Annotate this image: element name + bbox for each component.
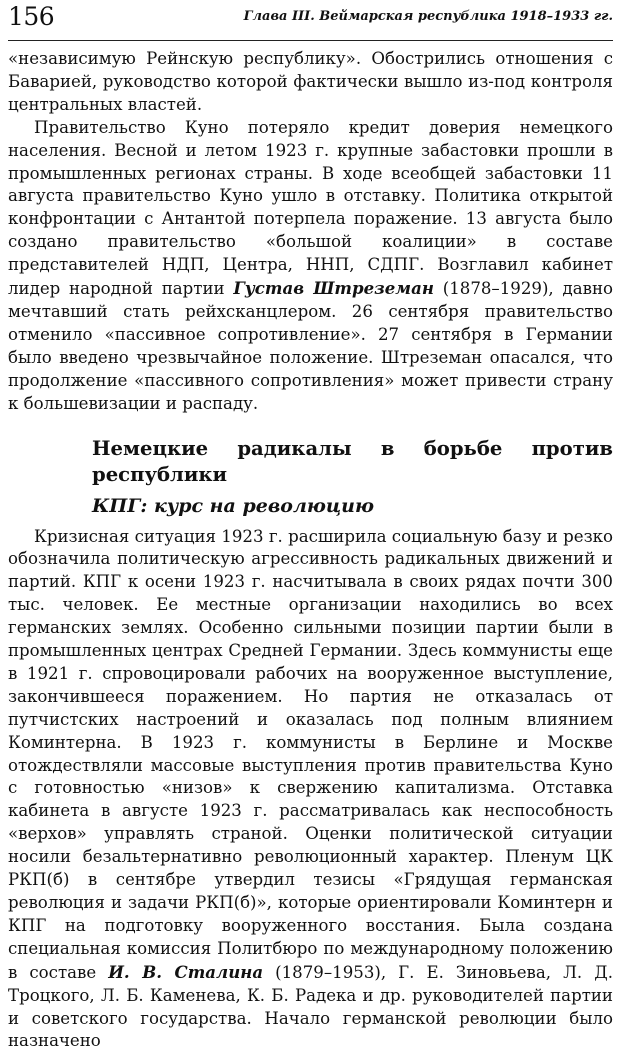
paragraph-cuno-government (8, 117, 613, 416)
paragraph-continued: «независимую Рейнскую республику». Обострились отношения с Баварией, руководство которой фактически вышло из-под контроля центральных властей. (8, 48, 613, 117)
page-header (8, 0, 613, 41)
paragraph-text: (1878–1929), давно мечтавший стать рейхсканцлером. 26 сентября правительство отменило «пассивное сопротивление». 27 сентября в Германии было введено чрезвычайное положение. Штреземан опасался, что продолжение «пассивного сопротивления» может привести страну к большевизации и распаду. (8, 279, 613, 413)
paragraph-crisis-1923 (8, 526, 613, 1053)
subsection-heading: КПГ: курс на революцию (8, 492, 613, 520)
paragraph-text: Кризисная ситуация 1923 г. расширила социальную базу и резко обозначила политическую агрессивность радикальных движений и партий. КПГ к осени 1923 г. насчитывала в своих рядах почти 300 тыс. человек. Ее местные организации находились во всех германских землях. Особенно сильными позиции партии были в промышленных центрах Средней Германии. Здесь коммунисты еще в 1921 г. спровоцировали рабочих на вооруженное выступление, закончившееся поражением. Но партия не отказалась от путчистских настроений и оказалась под полным влиянием Коминтерна. В 1923 г. коммунисты в Берлине и Москве отождествляли массовые выступления против правительства Куно с готовностью «низов» к свержению капитализма. Отставка кабинета в августе 1923 г. рассматривалась как неспособность «верхов» управлять страной. Оценки политической ситуации носили безальтернативно революционный характер. Пленум ЦК РКП(б) в сентябре утвердил тезисы «Грядущая германская революция и задачи РКП(б)», которые ориентировали Коминтерн и КПГ на подготовку вооруженного восстания. Была создана специальная комиссия Политбюро по международному положению в составе (8, 527, 613, 982)
section-heading: Немецкие радикалы в борьбе против республики (8, 436, 613, 488)
person-name-stresemann: Густав Штреземан (233, 278, 434, 298)
person-name-stalin: И. В. Сталина (108, 962, 263, 982)
paragraph-text: Правительство Куно потеряло кредит доверия немецкого населения. Весной и летом 1923 г. крупные забастовки прошли в промышленных регионах страны. В ходе всеобщей забастовки 11 августа правительство Куно ушло в отставку. Политика открытой конфронтации с Антантой потерпела поражение. 13 августа было создано правительство «большой коалиции» в составе представителей НДП, Центра, ННП, СДПГ. Возглавил кабинет лидер народной партии (8, 118, 613, 298)
paragraph-text: (1879–1953), Г. Е. Зиновьева, Л. Д. Троцкого, Л. Б. Каменева, К. Б. Радека и др. руководителей партии и советского государства. Начало германской революции было назначено (8, 963, 613, 1051)
page-number: 156 (8, 2, 54, 32)
running-title: Глава III. Веймарская республика 1918–1933 гг. (244, 9, 613, 24)
page-body (8, 48, 613, 1053)
